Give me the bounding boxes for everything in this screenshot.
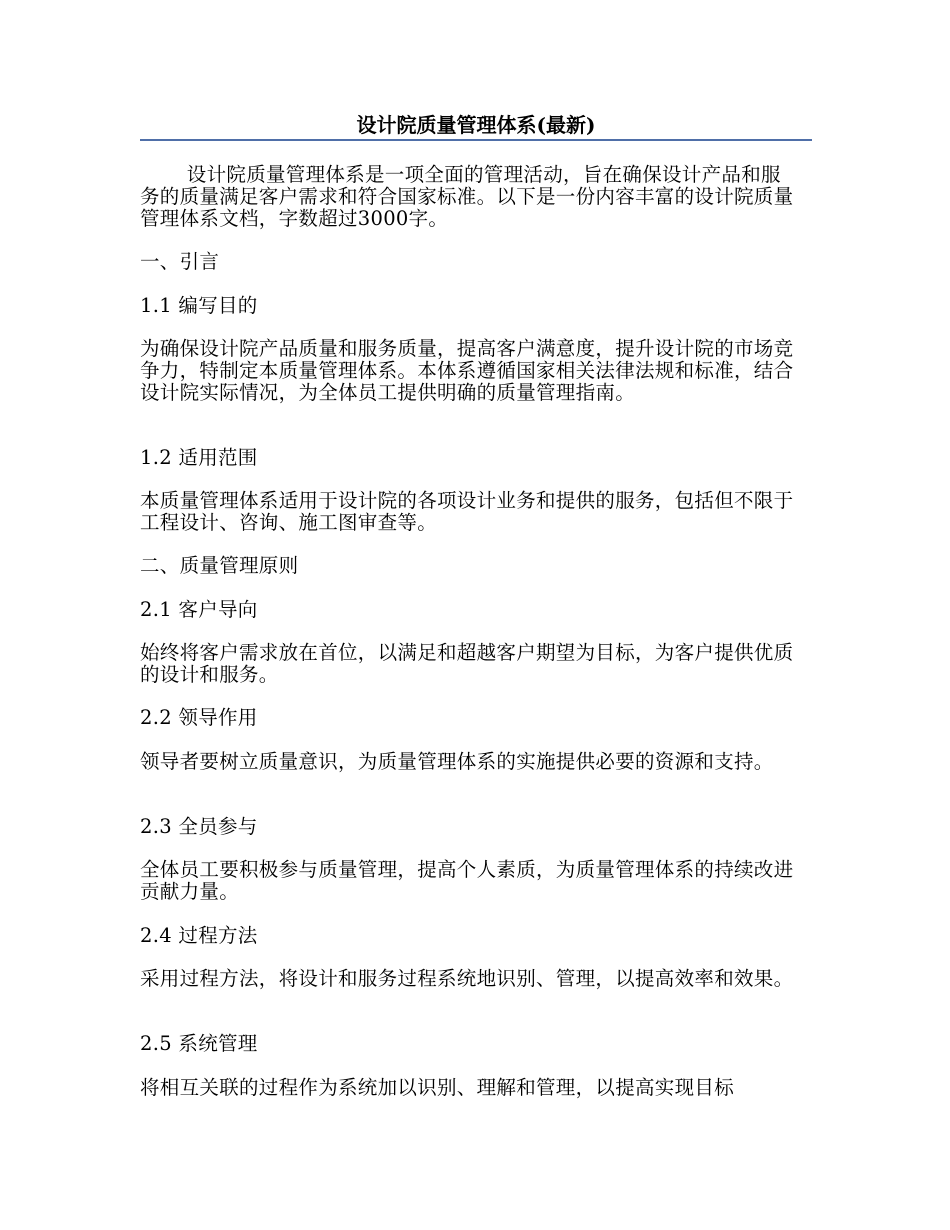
section-body: 领导者要树立质量意识，为质量管理体系的实施提供必要的资源和支持。 (140, 750, 774, 773)
intro-paragraph: 设计院质量管理体系是一项全面的管理活动，旨在确保设计产品和服务的质量满足客户需求和符合国家标准。以下是一份内容丰富的设计院质量管理体系文档，字数超过3000字。 (140, 163, 794, 230)
section-heading: 2.5 系统管理 (140, 1032, 258, 1055)
section-heading: 2.1 客户导向 (140, 598, 258, 621)
section-body: 采用过程方法，将设计和服务过程系统地识别、管理，以提高效率和效果。 (140, 967, 794, 990)
section-heading: 2.4 过程方法 (140, 924, 258, 947)
section-heading: 1.1 编写目的 (140, 294, 258, 317)
section-body: 为确保设计院产品质量和服务质量，提高客户满意度，提升设计院的市场竞争力，特制定本质量管理体系。本体系遵循国家相关法律法规和标准，结合设计院实际情况，为全体员工提供明确的质量管理指南。 (140, 337, 794, 404)
section-heading: 1.2 适用范围 (140, 446, 258, 469)
section-heading: 二、质量管理原则 (140, 554, 299, 577)
section-heading: 一、引言 (140, 250, 220, 273)
section-heading: 2.3 全员参与 (140, 815, 258, 838)
section-body: 始终将客户需求放在首位，以满足和超越客户期望为目标，为客户提供优质的设计和服务。 (140, 641, 794, 686)
document-title: 设计院质量管理体系(最新) (356, 113, 596, 137)
section-heading: 2.2 领导作用 (140, 706, 258, 729)
title-underline (140, 139, 812, 141)
section-body: 全体员工要积极参与质量管理，提高个人素质，为质量管理体系的持续改进贡献力量。 (140, 858, 794, 903)
section-body: 将相互关联的过程作为系统加以识别、理解和管理，以提高实现目标 (140, 1076, 735, 1099)
document-page (140, 0, 812, 1230)
section-body: 本质量管理体系适用于设计院的各项设计业务和提供的服务，包括但不限于工程设计、咨询、施工图审查等。 (140, 489, 794, 534)
